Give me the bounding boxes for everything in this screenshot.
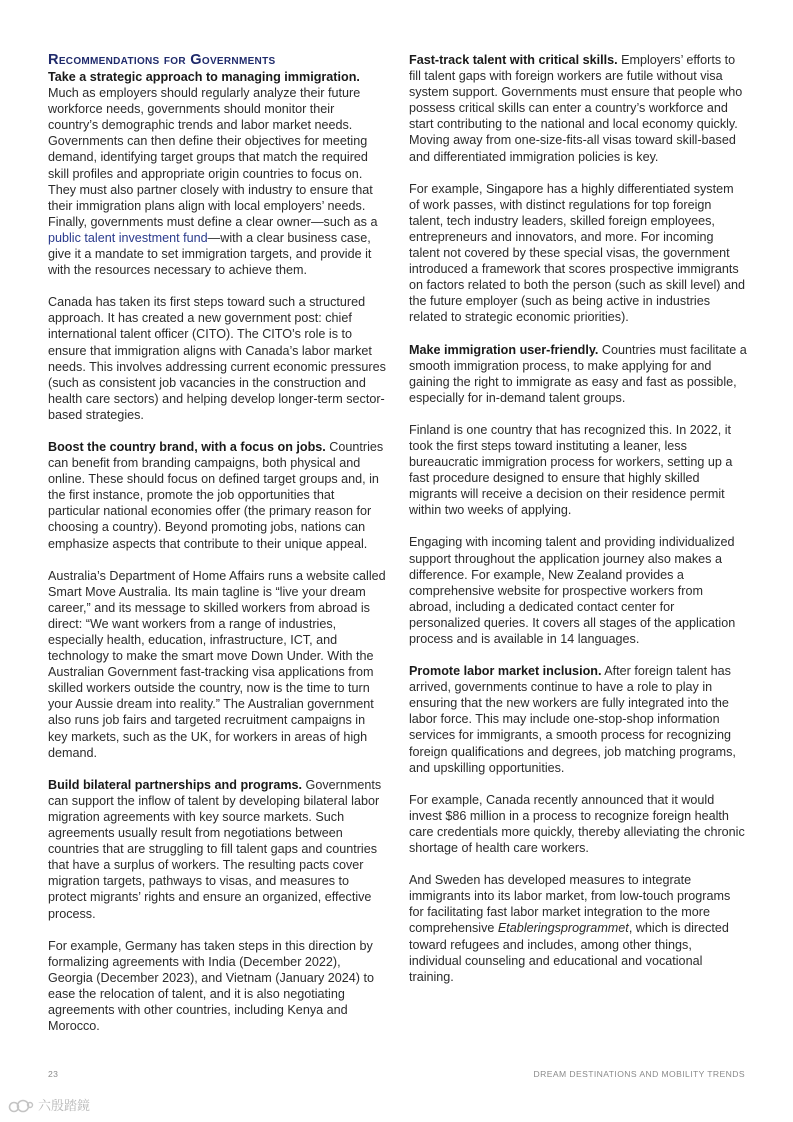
running-title: DREAM DESTINATIONS AND MOBILITY TRENDS	[533, 1069, 745, 1079]
paragraph-lead: Fast-track talent with critical skills.	[409, 53, 618, 67]
paragraph-text: —with a clear business case, give it a mandate to set immigration targets, and provide it with the resources necessary to achieve them.	[48, 230, 372, 278]
page-number: 23	[48, 1069, 59, 1079]
paragraph-new-zealand: Engaging with incoming talent and providing individualized support throughout the application journey also makes a difference. For example, New Zealand provides a comprehensive website for prospective workers from abroad, including a dedicated contact center for personalized queries. It covers all stages of the application process and is available in 14 languages.	[409, 535, 736, 646]
paragraph-strategic-approach	[48, 69, 386, 278]
paragraph-sweden	[409, 872, 747, 985]
paragraph-singapore: For example, Singapore has a highly differentiated system of work passes, with distinct regulations for top foreign talent, tech industry leaders, skilled foreign employees, entrepreneurs and innovators, and more. For incoming talent not covered by these special visas, the government introduced a framework that scores prospective immigrants on factors related to both the person (such as skill level) and the future employer (such as being active in industries related to strategic economic priorities).	[409, 181, 746, 325]
paragraph-lead: Promote labor market inclusion.	[409, 664, 602, 679]
watermark-logo-icon	[8, 1098, 34, 1114]
paragraph-lead: Make immigration user-friendly.	[409, 342, 599, 357]
paragraph-lead: Boost the country brand, with a focus on jobs.	[48, 439, 326, 454]
program-name: Etableringsprogrammet	[497, 921, 629, 936]
paragraph-text: Governments can support the inflow of talent by developing bilateral labor migration agreements with key source markets. Such agreements usually result from negotiations between countries that are struggling to fill talent gaps and countries that have a surplus of workers. The resulting pacts cover migration targets, pathways to visas, and measures to protect migrants’ rights and ensure an organized, effective process.	[48, 777, 382, 921]
paragraph-fast-track	[409, 52, 747, 165]
paragraph-germany: For example, Germany has taken steps in this direction by formalizing agreements with India (December 2022), Georgia (December 2023), and Vietnam (January 2024) to ease the relocation of talent, and it is also negotiating agreements with other countries, including Kenya and Morocco.	[48, 938, 374, 1034]
paragraph-text: , which is directed toward refugees and includes, among other things, individual counseling and educational and vocational training.	[409, 921, 729, 984]
paragraph-user-friendly	[409, 342, 747, 406]
paragraph-text: And Sweden has developed measures to integrate immigrants into its labor market, from low-touch programs for facilitating fast labor market integration to the more comprehensive	[409, 873, 731, 936]
paragraph-bilateral-partnerships	[48, 777, 386, 922]
talent-fund-link[interactable]: public talent investment fund	[48, 230, 208, 245]
paragraph-lead: Take a strategic approach to managing immigration.	[48, 70, 360, 84]
paragraph-text: Countries must facilitate a smooth immigration process, to make applying for and gaining the right to immigrate as easy and fast as possible, especially for in-demand talent groups.	[409, 342, 747, 405]
watermark	[8, 1098, 90, 1114]
paragraph-canada-cito: Canada has taken its first steps toward such a structured approach. It has created a new government post: chief international talent officer (CITO). The CITO’s role is to ensure that immigration aligns with Canada’s labor market needs. This involves addressing current economic pressures (such as consistent job vacancies in the construction and health care sectors) and helping develop longer-term sector-based strategies.	[48, 295, 386, 422]
paragraph-australia: Australia’s Department of Home Affairs runs a website called Smart Move Australia. Its main tagline is “live your dream career,” and its message to skilled workers from abroad is direct: “We want workers from a range of industries, especially health, education, infrastructure, ICT, and technology to make the smart move Down Under. With the Australian Government fast-tracking visa applications from skilled workers outside the country, now is the time to turn your Aussie dream into reality.” The Australian government also runs job fairs and targeted recruitment campaigns in key markets, such as the UK, for workers in areas of high demand.	[48, 568, 386, 760]
paragraph-lead: Build bilateral partnerships and programs.	[48, 777, 303, 792]
paragraph-labor-inclusion	[409, 663, 747, 776]
paragraph-text: Employers’ efforts to fill talent gaps with foreign workers are futile without visa system support. Governments must ensure that people who possess critical skills can enter a country’s workforce and start contributing to the national and local economy quickly. Moving away from one-size-fits-all visas toward skill-based and differentiated immigration policies is key.	[409, 53, 743, 164]
paragraph-canada-credentials: For example, Canada recently announced that it would invest $86 million in a process to recognize foreign health care credentials more quickly, thereby alleviating the chronic shortage of health care workers.	[409, 792, 745, 856]
section-title: Recommendations for Governments	[48, 52, 276, 68]
paragraph-text: After foreign talent has arrived, governments continue to have a role to play in ensuring that the new workers are fully integrated into the labor force. This may include one-stop-shop information services for immigrants, a smooth process for recognizing foreign qualifications and degrees, job matching programs, and upskilling opportunities.	[409, 664, 736, 775]
left-column	[48, 52, 386, 1050]
watermark-text: 六殷踏鏡	[38, 1098, 91, 1113]
paragraph-country-brand	[48, 439, 386, 552]
paragraph-text: Much as employers should regularly analyze their future workforce needs, governments should monitor their country’s demographic trends and labor market needs. Governments can then define their objectives for meeting demand, identifying target groups that match the required skill profiles and appropriate origin countries to focus on. They must also partner closely with industry to ensure that their immigration plans align with local employers’ needs. Finally, governments must define a clear owner—such as a	[48, 86, 378, 229]
paragraph-finland: Finland is one country that has recognized this. In 2022, it took the first steps toward instituting a leaner, less bureaucratic immigration process for workers, setting up a fast procedure designed to ensure that highly skilled migrants will receive a decision on their residence permit within two weeks of applying.	[409, 422, 733, 518]
paragraph-text: Countries can benefit from branding campaigns, both physical and online. These should focus on defined target groups and, in the first instance, promote the job opportunities that particular national economies offer (the primary reason for choosing a country). Beyond promoting jobs, nations can emphasize aspects that contribute to their unique appeal.	[48, 439, 384, 551]
right-column	[409, 52, 747, 1001]
